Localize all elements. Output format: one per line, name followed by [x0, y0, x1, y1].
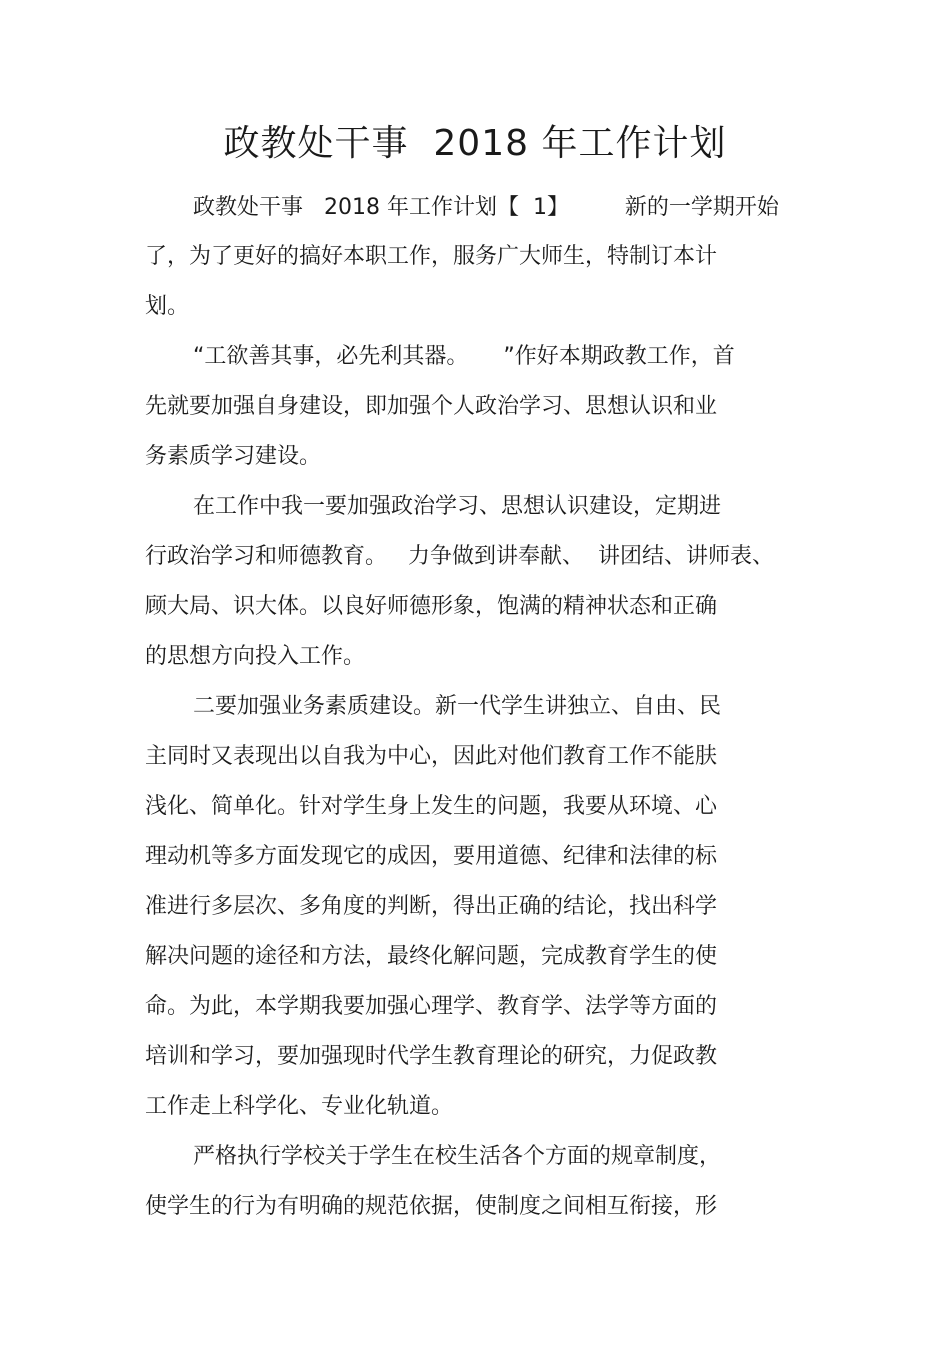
body-line-15: 准进行多层次、多角度的判断，得出正确的结论，找出科学: [145, 894, 718, 919]
body-line-5: 先就要加强自身建设，即加强个人政治学习、思想认识和业: [145, 394, 718, 419]
body-line-3: 划。: [145, 294, 190, 319]
body-line-8: 行政治学习和师德教育。 力争做到讲奉献、 讲团结、讲师表、: [145, 544, 774, 569]
body-line-17: 命。为此，本学期我要加强心理学、教育学、法学等方面的: [145, 994, 718, 1019]
body-line-9: 顾大局、识大体。以良好师德形象，饱满的精神状态和正确: [145, 594, 718, 619]
body-line-11: 二要加强业务素质建设。新一代学生讲独立、自由、民: [193, 694, 722, 719]
body-line-10: 的思想方向投入工作。: [145, 644, 366, 669]
body-line-18: 培训和学习，要加强现时代学生教育理论的研究，力促政教: [145, 1044, 718, 1069]
body-line-21: 使学生的行为有明确的规范依据，使制度之间相互衔接，形: [145, 1194, 718, 1219]
body-line-19: 工作走上科学化、专业化轨道。: [145, 1094, 454, 1119]
body-line-6: 务素质学习建设。: [145, 444, 322, 469]
body-line-20: 严格执行学校关于学生在校生活各个方面的规章制度，: [193, 1144, 722, 1169]
body-line-2: 了，为了更好的搞好本职工作，服务广大师生，特制订本计: [145, 244, 718, 269]
document-title: 政教处干事 2018 年工作计划: [223, 123, 727, 164]
body-line-7: 在工作中我一要加强政治学习、思想认识建设，定期进: [193, 494, 722, 519]
body-line-1: 政教处干事 2018 年工作计划【 1】 新的一学期开始: [193, 195, 779, 220]
body-line-16: 解决问题的途径和方法，最终化解问题，完成教育学生的使: [145, 944, 718, 969]
body-line-13: 浅化、简单化。针对学生身上发生的问题，我要从环境、心: [145, 794, 718, 819]
body-line-4: “工欲善其事，必先利其器。 ”作好本期政教工作，首: [193, 344, 735, 369]
body-line-12: 主同时又表现出以自我为中心，因此对他们教育工作不能肤: [145, 744, 718, 769]
body-line-14: 理动机等多方面发现它的成因，要用道德、纪律和法律的标: [145, 844, 718, 869]
